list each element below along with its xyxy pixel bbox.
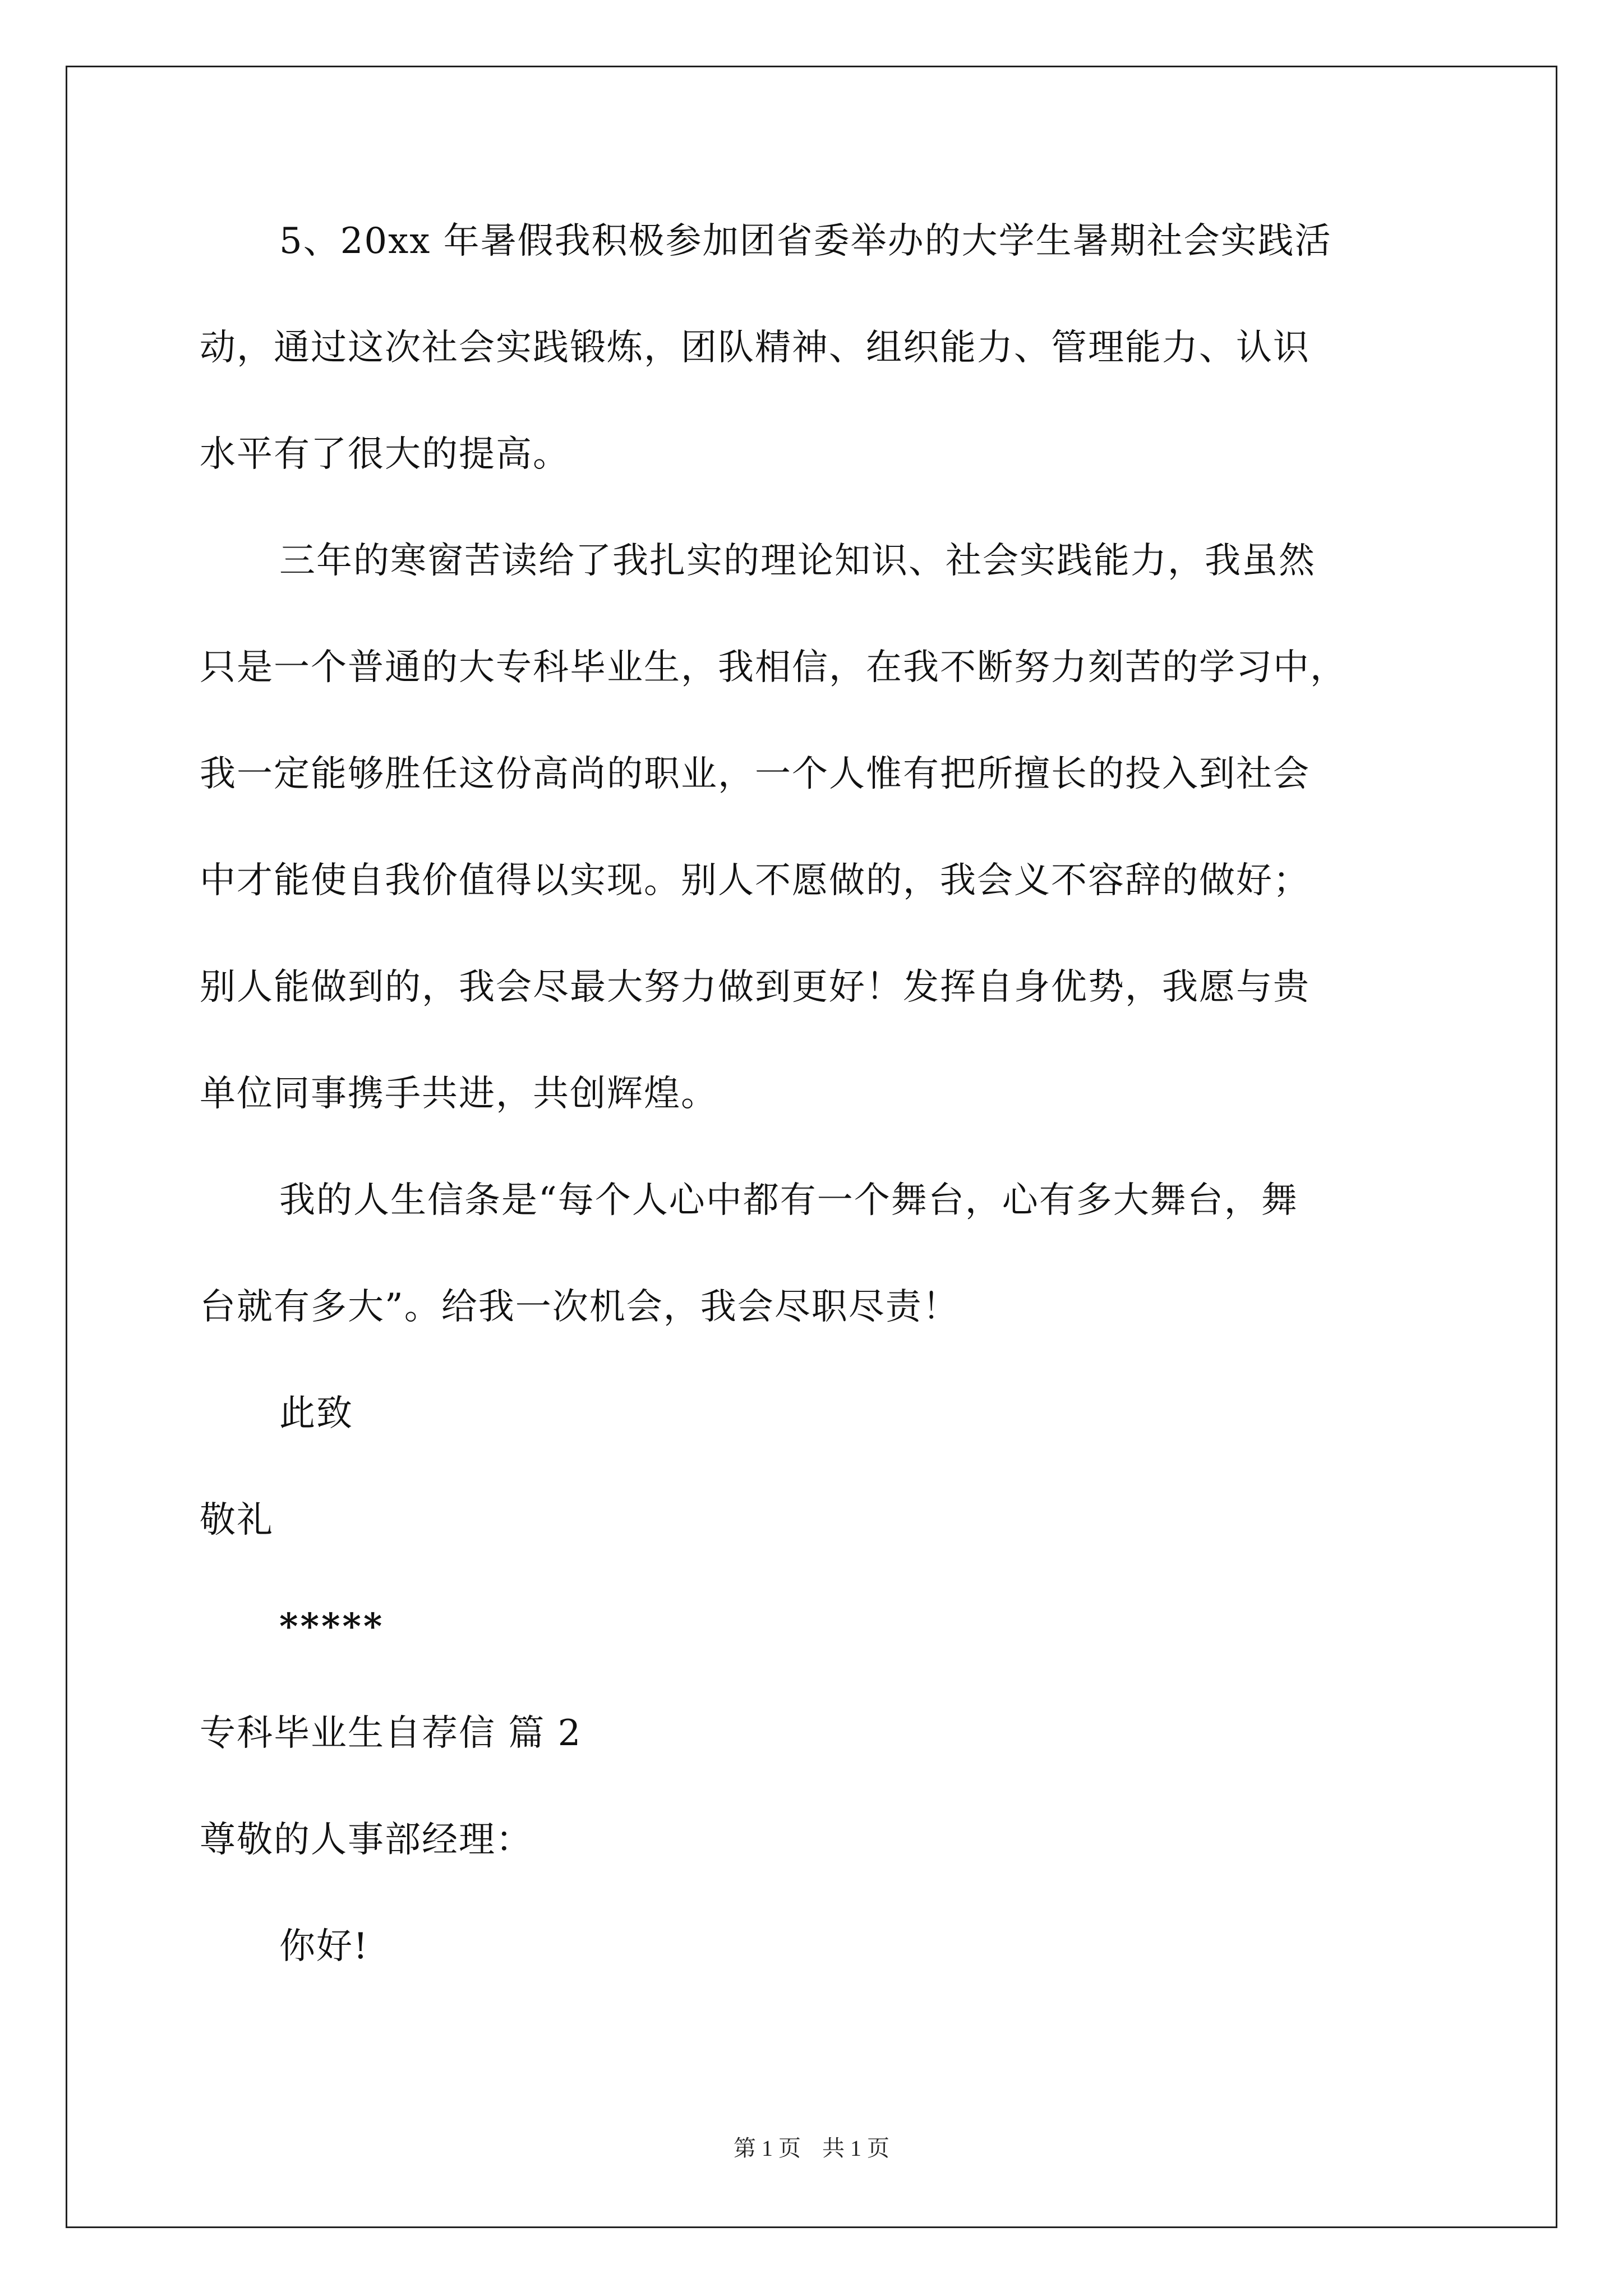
- section-title: 专科毕业生自荐信 篇 2: [200, 1713, 582, 1754]
- paragraph-line: 水平有了很大的提高。: [200, 434, 570, 475]
- paragraph-line: 三年的寒窗苦读给了我扎实的理论知识、社会实践能力，我虽然: [279, 540, 1316, 582]
- paragraph-line: 我的人生信条是“每个人心中都有一个舞台，心有多大舞台，舞: [279, 1180, 1298, 1221]
- page-border: [66, 66, 1557, 2228]
- paragraph-line: 台就有多大”。给我一次机会，我会尽职尽责！: [200, 1286, 960, 1328]
- paragraph-line: 5、20xx 年暑假我积极参加团省委举办的大学生暑期社会实践活: [279, 220, 1332, 262]
- page-number: 第 1 页: [734, 2136, 801, 2161]
- paragraph-line: 动，通过这次社会实践锻炼，团队精神、组织能力、管理能力、认识: [200, 327, 1310, 369]
- signature-placeholder: *****: [279, 1605, 385, 1648]
- page-footer: [0, 2132, 1623, 2165]
- paragraph-line: 我一定能够胜任这份高尚的职业，一个人惟有把所擅长的投入到社会: [200, 753, 1310, 795]
- paragraph-line: 别人能做到的，我会尽最大努力做到更好！发挥自身优势，我愿与贵: [200, 967, 1310, 1008]
- closing-regards: 敬礼: [200, 1499, 274, 1541]
- paragraph-line: 只是一个普通的大专科毕业生，我相信，在我不断努力刻苦的学习中，: [200, 647, 1347, 688]
- greeting: 你好!: [279, 1926, 369, 1967]
- paragraph-line: 单位同事携手共进，共创辉煌。: [200, 1073, 718, 1115]
- greeting-recipient: 尊敬的人事部经理：: [200, 1819, 533, 1861]
- page-total: 共 1 页: [822, 2136, 889, 2161]
- paragraph-line: 中才能使自我价值得以实现。别人不愿做的，我会义不容辞的做好；: [200, 860, 1310, 901]
- closing-salutation: 此致: [279, 1393, 353, 1434]
